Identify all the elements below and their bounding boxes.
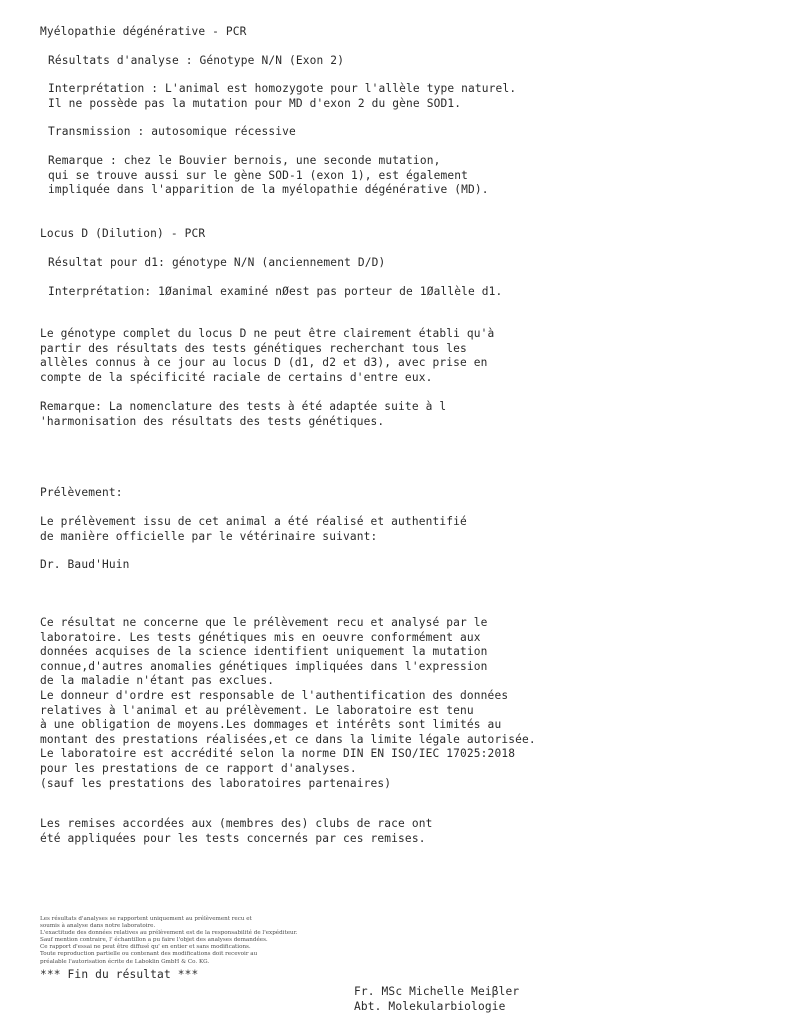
md-interpretation-line: Interprétation : L'animal est homozygote pour l'allèle type naturel. [48, 82, 517, 95]
md-remark-line: Remarque : chez le Bouvier bernois, une seconde mutation, [48, 154, 441, 167]
disclaimer-line: montant des prestations réalisées,et ce dans la limite légale autorisée. [40, 732, 536, 746]
veterinarian-name: Dr. Baud'Huin [40, 558, 130, 571]
disclaimer-line: Le donneur d'ordre est responsable de l'authentification des données [40, 688, 509, 702]
fine-print-line: soumis à analyse dans notre laboratoire. [40, 923, 156, 930]
md-transmission: Transmission : autosomique récessive [48, 125, 296, 138]
disclaimer-line: à une obligation de moyens.Les dommages et intérêts sont limités au [40, 718, 502, 732]
fine-print-line: Sauf mention contraire, l' échantillon a pu faire l'objet des analyses demandées. [40, 937, 268, 944]
signatory-department: Abt. Molekularbiologie [354, 1000, 506, 1013]
fine-print-line: Ce rapport d'essai ne peut être diffusé qu' en entier et sans modifications. [40, 944, 251, 951]
disclaimer-line: (sauf les prestations des laboratoires partenaires) [40, 776, 392, 790]
fine-print-line: Toute reproduction partielle ou contenant des modifications doit recevoir au [40, 951, 258, 958]
disclaimer-line: pour les prestations de ce rapport d'analyses. [40, 761, 357, 775]
locus-d-note-line: allèles connus à ce jour au locus D (d1, d2 et d3), avec prise en [40, 356, 488, 370]
md-title: Myélopathie dégénérative - PCR [40, 25, 247, 38]
disclaimer-line: Ce résultat ne concerne que le prélèvement recu et analysé par le [40, 616, 488, 629]
locus-d-note-line: compte de la spécificité raciale de certains d'entre eux. [40, 370, 433, 384]
locus-d-title: Locus D (Dilution) - PCR [40, 227, 206, 240]
sampling-text [40, 515, 467, 544]
signatory-name: Fr. MSc Michelle Meiβler [354, 985, 520, 998]
end-of-result-marker: *** Fin du résultat *** [40, 968, 199, 981]
sampling-text-line: Le prélèvement issu de cet animal a été réalisé et authentifié [40, 515, 467, 528]
fine-print-line: Les résultats d'analyses se rapportent uniquement au prélèvement recu et [40, 916, 252, 922]
signature-block [354, 984, 519, 1014]
locus-d-note-line: partir des résultats des tests génétiques recherchant tous les [40, 341, 467, 355]
locus-d-interpretation: Interprétation: 1Øanimal examiné nØest pas porteur de 1Øallèle d1. [48, 285, 503, 298]
md-interpretation-line: Il ne possède pas la mutation pour MD d'exon 2 du gène SOD1. [48, 96, 462, 110]
fine-print-line: préalable l'autorisation écrite de Laboklin GmbH & Co. KG. [40, 958, 210, 965]
locus-d-result: Résultat pour d1: génotype N/N (anciennement D/D) [48, 256, 386, 269]
fine-print-line: L'exactitude des données relatives au prélèvement est de la responsabilité de l'expéditeur. [40, 930, 298, 937]
fine-print [40, 916, 297, 966]
discounts-line: Les remises accordées aux (membres des) clubs de race ont [40, 817, 433, 830]
discounts-note [40, 817, 432, 846]
md-result: Résultats d'analyse : Génotype N/N (Exon 2) [48, 54, 345, 67]
md-remark [48, 154, 489, 198]
locus-d-remark-line: 'harmonisation des résultats des tests génétiques. [40, 414, 385, 428]
sampling-heading: Prélèvement: [40, 486, 123, 499]
disclaimer-line: laboratoire. Les tests génétiques mis en oeuvre conformément aux [40, 630, 481, 644]
locus-d-note [40, 327, 494, 385]
md-interpretation [48, 82, 516, 111]
disclaimer [40, 616, 536, 791]
disclaimer-line: Le laboratoire est accrédité selon la norme DIN EN ISO/IEC 17025:2018 [40, 747, 516, 761]
locus-d-remark-line: Remarque: La nomenclature des tests à été adaptée suite à l [40, 400, 447, 413]
disclaimer-line: données acquises de la science identifient uniquement la mutation [40, 645, 488, 659]
sampling-text-line: de manière officielle par le vétérinaire suivant: [40, 529, 378, 543]
disclaimer-line: connue,d'autres anomalies génétiques impliquées dans l'expression [40, 659, 488, 673]
md-remark-line: impliquée dans l'apparition de la myélopathie dégénérative (MD). [48, 183, 489, 197]
md-remark-line: qui se trouve aussi sur le gène SOD-1 (exon 1), est également [48, 168, 469, 182]
discounts-line: été appliquées pour les tests concernés par ces remises. [40, 831, 426, 845]
locus-d-remark [40, 400, 446, 429]
disclaimer-line: relatives à l'animal et au prélèvement. Le laboratoire est tenu [40, 703, 474, 717]
disclaimer-line: de la maladie n'étant pas exclues. [40, 674, 275, 688]
locus-d-note-line: Le génotype complet du locus D ne peut être clairement établi qu'à [40, 327, 495, 340]
